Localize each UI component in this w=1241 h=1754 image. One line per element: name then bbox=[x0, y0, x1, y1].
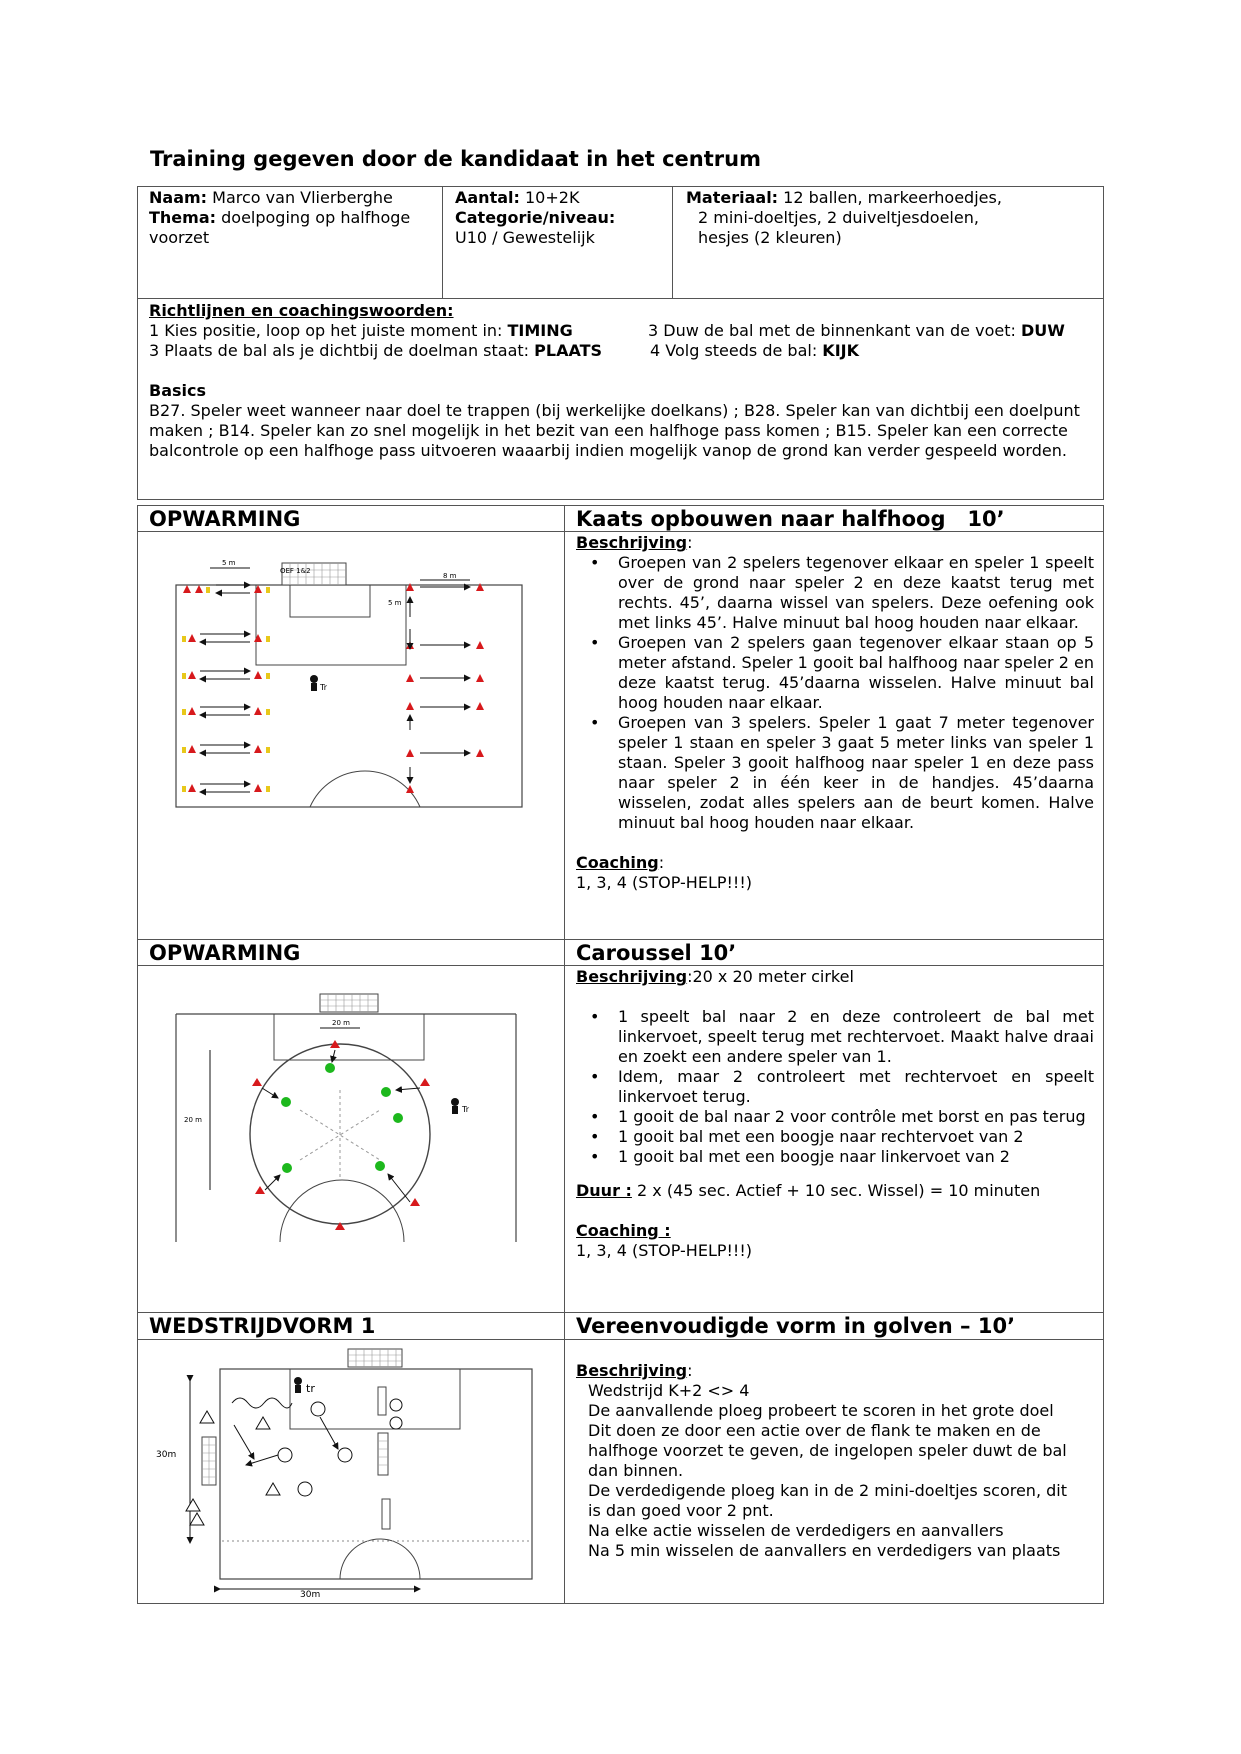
penalty-box bbox=[290, 1369, 460, 1429]
thema-value: doelpoging op halfhoge bbox=[221, 208, 411, 227]
divider bbox=[137, 1339, 1104, 1340]
materiaal-cell bbox=[686, 188, 1096, 248]
divider bbox=[137, 1312, 1104, 1313]
dim-label: 5 m bbox=[388, 599, 402, 607]
section-1-content bbox=[576, 533, 1094, 893]
goal-net bbox=[320, 994, 378, 1012]
goal-area bbox=[290, 585, 370, 617]
desc-line: Wedstrijd K+2 <> 4 bbox=[588, 1381, 750, 1400]
bullet-list bbox=[576, 1007, 1094, 1167]
list-item: • Idem, maar 2 controleert met rechtervoet en speelt linkervoet terug. bbox=[618, 1067, 1094, 1107]
list-item: • 1 gooit de bal naar 2 voor contrôle met borst en pas terug bbox=[618, 1107, 1094, 1127]
desc-line: Na 5 min wisselen de aanvallers en verdedigers van plaats bbox=[588, 1541, 1061, 1560]
pitch-outline bbox=[176, 1014, 516, 1242]
desc-line: Na elke actie wisselen de verdedigers en aanvallers bbox=[588, 1521, 1004, 1540]
categorie-label: Categorie/niveau: bbox=[455, 208, 616, 227]
thema-label: Thema: bbox=[149, 208, 217, 227]
duur-value: 2 x (45 sec. Actief + 10 sec. Wissel) = 10 minuten bbox=[631, 1181, 1041, 1200]
naam-value: Marco van Vlierberghe bbox=[212, 188, 393, 207]
desc-label: Beschrijving bbox=[576, 533, 688, 552]
keyword-plaats: PLAATS bbox=[534, 341, 603, 360]
thema-value-cont: voorzet bbox=[149, 228, 210, 247]
players bbox=[281, 1063, 403, 1173]
section-3-right-title: Vereenvoudigde vorm in golven – 10’ bbox=[576, 1314, 1016, 1338]
center-circle bbox=[340, 1539, 420, 1579]
materiaal-line3: hesjes (2 kleuren) bbox=[698, 228, 842, 247]
desc-suffix: :20 x 20 meter cirkel bbox=[687, 967, 854, 986]
desc-line: De verdedigende ploeg kan in de 2 mini-doeltjes scoren, dit bbox=[588, 1481, 1067, 1500]
description-lines bbox=[576, 1381, 1094, 1561]
page-title: Training gegeven door de kandidaat in het centrum bbox=[150, 147, 761, 171]
aantal-label: Aantal: bbox=[455, 188, 520, 207]
categorie-value: U10 / Gewestelijk bbox=[455, 228, 595, 247]
bullet-list bbox=[576, 553, 1094, 833]
desc-suffix: : bbox=[687, 533, 693, 552]
drill-diagram-3 bbox=[150, 1345, 540, 1597]
guidelines-block bbox=[149, 301, 1094, 461]
guideline-4: 4 Volg steeds de bal: bbox=[650, 341, 823, 360]
desc-line: De aanvallende ploeg probeert te scoren in het grote doel bbox=[588, 1401, 1054, 1420]
divider bbox=[564, 505, 565, 1604]
trainer-icon bbox=[294, 1377, 315, 1395]
section-2-right-title: Caroussel 10’ bbox=[576, 941, 737, 965]
name-theme-cell bbox=[149, 188, 439, 248]
keyword-timing: TIMING bbox=[507, 321, 573, 340]
divider bbox=[137, 531, 1104, 532]
dim-label: 5 m bbox=[222, 559, 236, 567]
basics-text: B27. Speler weet wanneer naar doel te trappen (bij werkelijke doelkans) ; B28. Speler kan van dichtbij een doelpunt maken ; B14. Speler kan zo snel mogelijk in het bezit van een halfhoge pass komen ; B15. Speler kan een correcte balcontrole op een halfhoge pass uitvoeren waaarbij indien mogelijk vanop de grond kan verder gespeeld worden. bbox=[149, 401, 1080, 460]
section-1-right-title: Kaats opbouwen naar halfhoog 10’ bbox=[576, 507, 1005, 531]
coaching-value: 1, 3, 4 (STOP-HELP!!!) bbox=[576, 1241, 752, 1260]
guidelines-heading: Richtlijnen en coachingswoorden: bbox=[149, 301, 454, 320]
list-item: • Groepen van 3 spelers. Speler 1 gaat 7 meter tegenover speler 1 staan en speler 3 gaat 5 meter links van speler 1 staan. Speler 3 gooit halfhoog naar speler 1 en deze pass naar speler 2 in één keer in de handjes. 45’daarna wisselen, zodat alles spelers aan de beurt komen. Halve minuut bal hoog houden naar elkaar. bbox=[618, 713, 1094, 833]
dim-label: 20 m bbox=[184, 1116, 202, 1124]
keyword-kijk: KIJK bbox=[822, 341, 859, 360]
basics-heading: Basics bbox=[149, 381, 207, 400]
trainer-label: tr bbox=[306, 1382, 315, 1395]
trainer-icon bbox=[451, 1098, 470, 1114]
section-2-left-title: OPWARMING bbox=[149, 941, 301, 965]
oef-label: OEF 1&2 bbox=[280, 567, 311, 575]
guideline-3b: 3 Plaats de bal als je dichtbij de doelman staat: bbox=[149, 341, 535, 360]
desc-label: Beschrijving bbox=[576, 967, 688, 986]
player-rows bbox=[182, 585, 270, 792]
divider bbox=[137, 298, 1104, 299]
trainer-label: Tr bbox=[462, 1105, 469, 1114]
list-item: • 1 gooit bal met een boogje naar linkervoet van 2 bbox=[618, 1147, 1094, 1167]
dim-label: 30m bbox=[156, 1450, 177, 1460]
coaching-value: 1, 3, 4 (STOP-HELP!!!) bbox=[576, 873, 752, 892]
aantal-cell bbox=[455, 188, 670, 248]
trainer-label: Tr bbox=[320, 683, 327, 692]
dim-label: 20 m bbox=[332, 1019, 350, 1027]
duur-label: Duur : bbox=[576, 1181, 632, 1200]
desc-suffix: : bbox=[687, 1361, 693, 1380]
divider bbox=[137, 939, 1104, 940]
materiaal-label: Materiaal: bbox=[686, 188, 779, 207]
arrows bbox=[262, 1050, 420, 1202]
coaching-label: Coaching : bbox=[576, 1221, 671, 1240]
keyword-duw: DUW bbox=[1020, 321, 1065, 340]
guideline-3: 3 Duw de bal met de binnenkant van de voet: bbox=[648, 321, 1021, 340]
section-3-left-title: WEDSTRIJDVORM 1 bbox=[149, 1314, 376, 1338]
divider bbox=[442, 186, 443, 298]
desc-line: is dan goed voor 2 pnt. bbox=[588, 1501, 774, 1520]
desc-line: Dit doen ze door een actie over de flank te maken en de halfhoge voorzet te geven, de ingelopen speler duwt de bal dan binnen. bbox=[588, 1421, 1067, 1480]
materiaal-line2: 2 mini-doeltjes, 2 duiveltjesdoelen, bbox=[698, 208, 979, 227]
dim-label: 8 m bbox=[443, 572, 457, 580]
materiaal-value: 12 ballen, markeerhoedjes, bbox=[783, 188, 1002, 207]
list-item: • Groepen van 2 spelers tegenover elkaar en speler 1 speelt over de grond naar speler 2 en deze kaatst terug met rechts. 45’, daarna wissel van spelers. Deze oefening ook met links 45’. Halve minuut bal hoog houden naar elkaar. bbox=[618, 553, 1094, 633]
list-item: • Groepen van 2 spelers gaan tegenover elkaar staan op 5 meter afstand. Speler 1 gooit bal halfhoog naar speler 2 en deze kaatst terug. 45’daarna wisselen. Halve minuut bal hoog houden naar elkaar. bbox=[618, 633, 1094, 713]
divider bbox=[137, 965, 1104, 966]
defenders bbox=[186, 1411, 280, 1525]
pitch-outline bbox=[176, 585, 522, 807]
naam-label: Naam: bbox=[149, 188, 208, 207]
penalty-box bbox=[256, 585, 406, 665]
coaching-label: Coaching bbox=[576, 853, 659, 872]
passing-lines bbox=[300, 1090, 380, 1180]
section-3-content bbox=[576, 1361, 1094, 1561]
section-1-left-title: OPWARMING bbox=[149, 507, 301, 531]
dim-label: 30m bbox=[300, 1590, 321, 1597]
drill-diagram-2 bbox=[170, 990, 530, 1250]
drill-diagram-1 bbox=[170, 555, 530, 815]
divider bbox=[672, 186, 673, 298]
guideline-1: 1 Kies positie, loop op het juiste moment in: bbox=[149, 321, 508, 340]
center-circle bbox=[310, 771, 420, 807]
aantal-value: 10+2K bbox=[525, 188, 580, 207]
list-item: • 1 gooit bal met een boogje naar rechtervoet van 2 bbox=[618, 1127, 1094, 1147]
right-column-pairs bbox=[406, 583, 484, 793]
desc-label: Beschrijving bbox=[576, 1361, 688, 1380]
mini-goal-right bbox=[378, 1433, 388, 1475]
list-item: • 1 speelt bal naar 2 en deze controleert de bal met linkervoet, speelt terug met rechtervoet. Maakt halve draai en zoekt een andere speler van 1. bbox=[618, 1007, 1094, 1067]
trainer-icon bbox=[310, 675, 328, 692]
section-2-content bbox=[576, 967, 1094, 1261]
coaching-suffix: : bbox=[658, 853, 665, 872]
